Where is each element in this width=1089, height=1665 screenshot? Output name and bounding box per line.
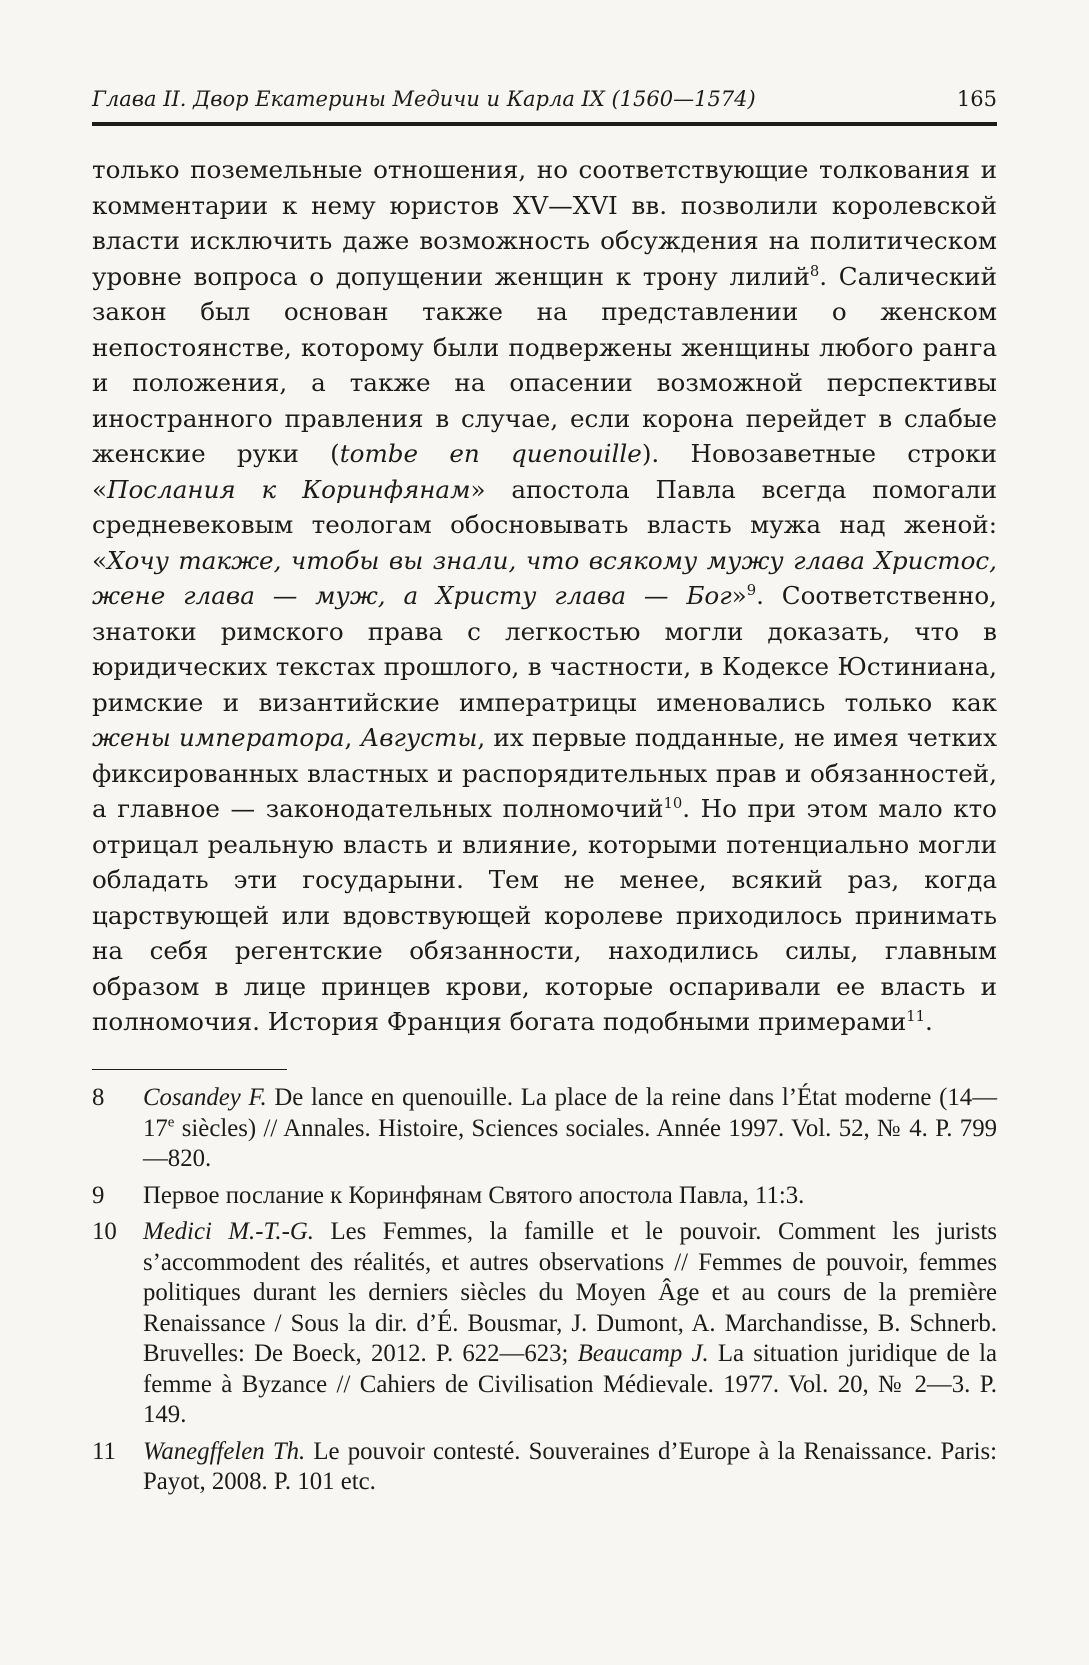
italic-phrase: жены императора [92,723,345,752]
body-paragraph [92,152,997,1040]
text-span: . Соответственно, знатоки римского права с легкостью могли доказать, что в юридических текстах прошлого, в частности, в Кодексе Юстиниана, римские и византийские императрицы именовались только как [92,581,997,717]
footnote-11 [92,1437,997,1498]
footnote-author: Cosandey F. [143,1084,267,1111]
footnote-number: 10 [92,1218,117,1245]
footnote-text [143,1083,997,1175]
text-span: » [731,581,747,610]
footnote-author: Medici M.-T.-G. [143,1218,314,1245]
footnote-9 [92,1181,997,1212]
chapter-title: Глава II. Двор Екатерины Медичи и Карла IX (1560—1574) [92,87,756,111]
text-span: . Салический закон был основан также на представлении о женском непостоянстве, которому были подвержены женщины любого ранга и положения, а также на опасении возможной перспективы иностранного правления в случае, если корона перейдет в слабые женские руки ( [92,261,998,468]
footnote-ref-8[interactable]: 8 [809,262,820,280]
footnote-body: Les Femmes, la famille et le pouvoir. Comment les jurists s’accommodent des réalités, et autres observations // Femmes de pouvoir, femmes politiques durant les derniers siècles du Moyen Âge et au cours de la première Renaissance / Sous la dir. d’É. Bousmar, J. Dumont, A. Marchandisse, B. Schnerb. Bruvelles: De Boeck, 2012. P. 622—623; [143,1218,997,1367]
text-span: , [344,723,361,752]
footnote-text: Первое послание к Коринфянам Святого апостола Павла, 11:3. [143,1181,805,1209]
text-span: только поземельные отношения, но соответствующие толкования и комментарии к нему юристов XV—XVI вв. позволили королевской власти исключить даже возможность обсуждения на политическом уровне вопроса о допущении женщин к трону лилий [92,155,997,291]
text-span: , их первые подданные, не имея четких фиксированных властных и распорядительных прав и обязанностей, а главное — законодательных полномочий [92,723,997,823]
text-span: » апостола Павла всегда помогали средневековым теологам обосновывать власть мужа над женой: « [92,474,997,575]
footnote-number: 8 [92,1084,105,1111]
text-span: . [925,1007,933,1036]
footnote-body: De lance en quenouille. La place de la reine dans l’État moderne (14—17 [143,1084,997,1142]
footnote-number: 11 [92,1437,116,1465]
footnote-8 [92,1083,997,1175]
superscript: e [167,1114,175,1131]
footnote-author: Beaucamp J. [577,1340,709,1367]
footnote-body: La situation juridique de la femme à Byzance // Cahiers de Civilisation Médievale. 1977. Vol. 20, № 2—3. P. 149. [143,1340,997,1428]
italic-title: Послания к Коринфянам [107,474,471,504]
italic-phrase: Августы [360,723,478,752]
footnote-author: Wanegffelen Th. [143,1437,306,1465]
text-span: . Но при этом мало кто отрицал реальную власть и влияние, которыми потенциально могли обладать эти государыни. Тем не менее, всякий раз, когда царствующей или вдовствующей королеве приходилось принимать на себя регентские обязанности, находились силы, главным образом в лице принцев крови, которые оспаривали ее власть и полномочия. История Франция богата подобными примерами [92,794,997,1036]
italic-phrase: tombe en quenouille [339,439,642,468]
footnote-ref-9[interactable]: 9 [746,581,757,599]
header-rule [92,122,997,126]
main-text [92,152,997,1040]
footnotes [92,1083,997,1498]
text-span: ). Новозаветные строки « [92,439,997,504]
page-number: 165 [956,87,997,111]
footnote-body: Le pouvoir contesté. Souveraines d’Europe à la Renaissance. Paris: Payot, 2008. P. 101 etc. [143,1437,997,1495]
footnote-text [143,1437,997,1498]
footnote-ref-10[interactable]: 10 [663,794,683,812]
italic-quote: Хочу также, чтобы вы знали, что всякому мужу глава Христос, жене глава — муж, а Христу глава — Бог [92,545,997,610]
footnote-10 [92,1217,997,1431]
footnote-text [143,1217,997,1431]
footnote-body: siècles) // Annales. Histoire, Sciences sociales. Année 1997. Vol. 52, № 4. P. 799—820. [143,1114,997,1172]
footnote-ref-11[interactable]: 11 [906,1007,926,1025]
running-header [92,84,997,120]
footnote-separator [92,1069,287,1071]
footnote-number: 9 [92,1181,105,1209]
book-page [92,84,997,1504]
